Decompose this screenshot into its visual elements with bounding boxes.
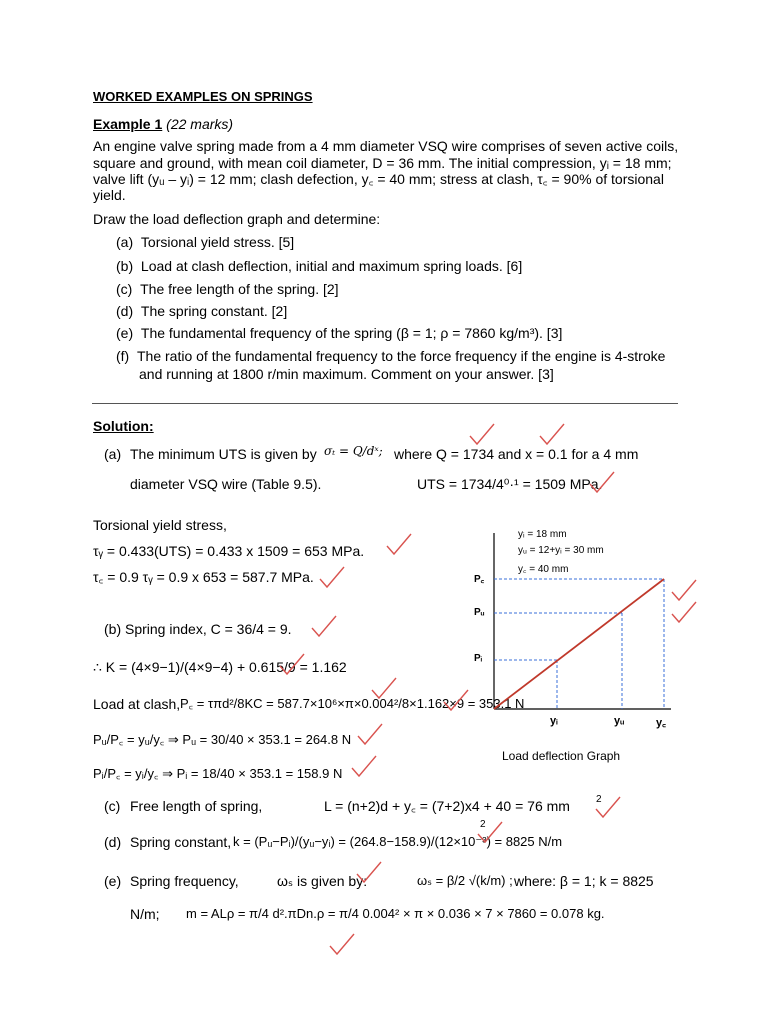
max-load-line: Pᵤ/P꜀ = yᵤ/y꜀ ⇒ Pᵤ = 30/40 × 353.1 = 264.8 N — [93, 732, 352, 747]
check-mark-icon — [670, 600, 698, 626]
uts-value: UTS = 1734/4⁰·¹ = 1509 MPa. — [417, 476, 603, 492]
solution-a-text1: The minimum UTS is given by — [130, 446, 317, 462]
torsional-yield-label: Torsional yield stress, — [93, 517, 227, 533]
item-a: (a) Torsional yield stress. [5] — [116, 234, 295, 250]
check-mark-icon — [476, 820, 504, 846]
check-mark-icon — [318, 565, 346, 591]
graph-caption: Load deflection Graph — [502, 749, 621, 763]
spring-constant-formula: k = (Pᵤ−Pᵢ)/(yᵤ−yᵢ) = (264.8−158.9)/(12×10⁻³) = 8825 N/m — [233, 834, 563, 849]
solution-e-text: Spring frequency, — [130, 873, 239, 889]
example-marks: (22 marks) — [166, 116, 234, 132]
note-yc: y꜀ = 40 mm — [518, 564, 569, 575]
label-yi: yᵢ — [550, 715, 558, 727]
item-b: (b) Load at clash deflection, initial and maximum spring loads. [6] — [116, 258, 523, 274]
solution-e-text2: ωₛ is given by: — [277, 873, 368, 889]
item-f: (f) The ratio of the fundamental frequency to the force frequency if the engine is 4-stroke — [116, 348, 666, 364]
load-deflection-line — [494, 579, 664, 709]
frequency-formula: ωₛ = β/2 √(k/m) ; — [417, 873, 513, 888]
label-yu: yᵤ — [614, 715, 625, 727]
page-heading: WORKED EXAMPLES ON SPRINGS — [93, 89, 313, 104]
check-mark-icon — [370, 676, 398, 702]
mass-line-units: N/m; — [130, 906, 160, 922]
free-length-formula: L = (n+2)d + y꜀ = (7+2)x4 + 40 = 76 mm — [324, 798, 570, 814]
note-yi: yᵢ = 18 mm — [518, 529, 567, 540]
solution-c-text: Free length of spring, — [130, 798, 263, 814]
wahl-factor-line: ∴ K = (4×9−1)/(4×9−4) + 0.615/9 = 1.162 — [93, 659, 347, 675]
frequency-where: where: β = 1; k = 8825 — [514, 873, 654, 889]
note-yu: yᵤ = 12+yᵢ = 30 mm — [518, 545, 604, 556]
problem-instruction: Draw the load deflection graph and determine: — [93, 211, 381, 227]
clash-load-formula: P꜀ = τπd²/8KC = 587.7×10⁶×π×0.004²/8×1.162×9 = 353.1 N — [180, 696, 525, 711]
solution-d-text: Spring constant, — [130, 834, 232, 850]
solution-label: Solution: — [93, 418, 154, 434]
grader-mark-1: 2 — [596, 794, 602, 805]
label-pc: P꜀ — [474, 574, 485, 585]
item-d: (d) The spring constant. [2] — [116, 303, 288, 319]
solution-c-tag: (c) — [104, 798, 121, 814]
grader-mark-2: 2 — [480, 819, 486, 830]
check-mark-icon — [594, 795, 622, 821]
torsional-yield-line: τᵧ = 0.433(UTS) = 0.433 x 1509 = 653 MPa. — [93, 543, 365, 559]
check-mark-icon — [355, 860, 383, 886]
graph-svg — [466, 525, 676, 765]
solution-a-text2: where Q = 1734 and x = 0.1 for a 4 mm — [394, 446, 639, 462]
section-divider — [92, 403, 678, 404]
clash-stress-line: τ꜀ = 0.9 τᵧ = 0.9 x 653 = 587.7 MPa. — [93, 569, 314, 585]
uts-formula: σₜ = Q/dˣ; — [324, 444, 383, 458]
item-e: (e) The fundamental frequency of the spring (β = 1; ρ = 7860 kg/m³). [3] — [116, 325, 563, 341]
spring-index-line: (b) Spring index, C = 36/4 = 9. — [104, 621, 292, 637]
check-mark-icon — [350, 754, 378, 780]
check-mark-icon — [588, 470, 616, 496]
label-pi: Pᵢ — [474, 653, 483, 664]
solution-a-tag: (a) — [104, 446, 122, 462]
check-mark-icon — [385, 532, 413, 558]
problem-line-1: An engine valve spring made from a 4 mm diameter VSQ wire comprises of seven active coils, — [93, 138, 679, 154]
clash-load-label: Load at clash, — [93, 696, 181, 712]
check-mark-icon — [356, 722, 384, 748]
check-mark-icon — [468, 422, 496, 448]
item-f-cont: and running at 1800 r/min maximum. Comment on your answer. [3] — [139, 366, 554, 382]
load-deflection-graph — [466, 525, 666, 765]
item-c: (c) The free length of the spring. [2] — [116, 281, 339, 297]
solution-e-tag: (e) — [104, 873, 122, 889]
solution-a-text3: diameter VSQ wire (Table 9.5). — [130, 476, 322, 492]
mass-formula: m = ALρ = π/4 d².πDn.ρ = π/4 0.004² × π × 0.036 × 7 × 7860 = 0.078 kg. — [186, 906, 605, 921]
problem-line-4: yield. — [93, 187, 126, 203]
label-yc: y꜀ — [656, 717, 666, 729]
example-label: Example 1 — [93, 116, 163, 132]
example-title — [93, 116, 233, 133]
check-mark-icon — [442, 688, 470, 714]
check-mark-icon — [538, 422, 566, 448]
check-mark-icon — [328, 932, 356, 958]
label-pu: Pᵤ — [474, 607, 485, 618]
solution-d-tag: (d) — [104, 834, 122, 850]
check-mark-icon — [278, 652, 306, 678]
check-mark-icon — [310, 614, 338, 640]
problem-line-3: valve lift (yᵤ – yᵢ) = 12 mm; clash defection, y꜀ = 40 mm; stress at clash, τ꜀ = 90% of torsional — [93, 171, 664, 187]
problem-line-2: square and ground, with mean coil diameter, D = 36 mm. The initial compression, yᵢ = 18 mm; — [93, 155, 672, 171]
initial-load-line: Pᵢ/P꜀ = yᵢ/y꜀ ⇒ Pᵢ = 18/40 × 353.1 = 158.9 N — [93, 766, 343, 781]
